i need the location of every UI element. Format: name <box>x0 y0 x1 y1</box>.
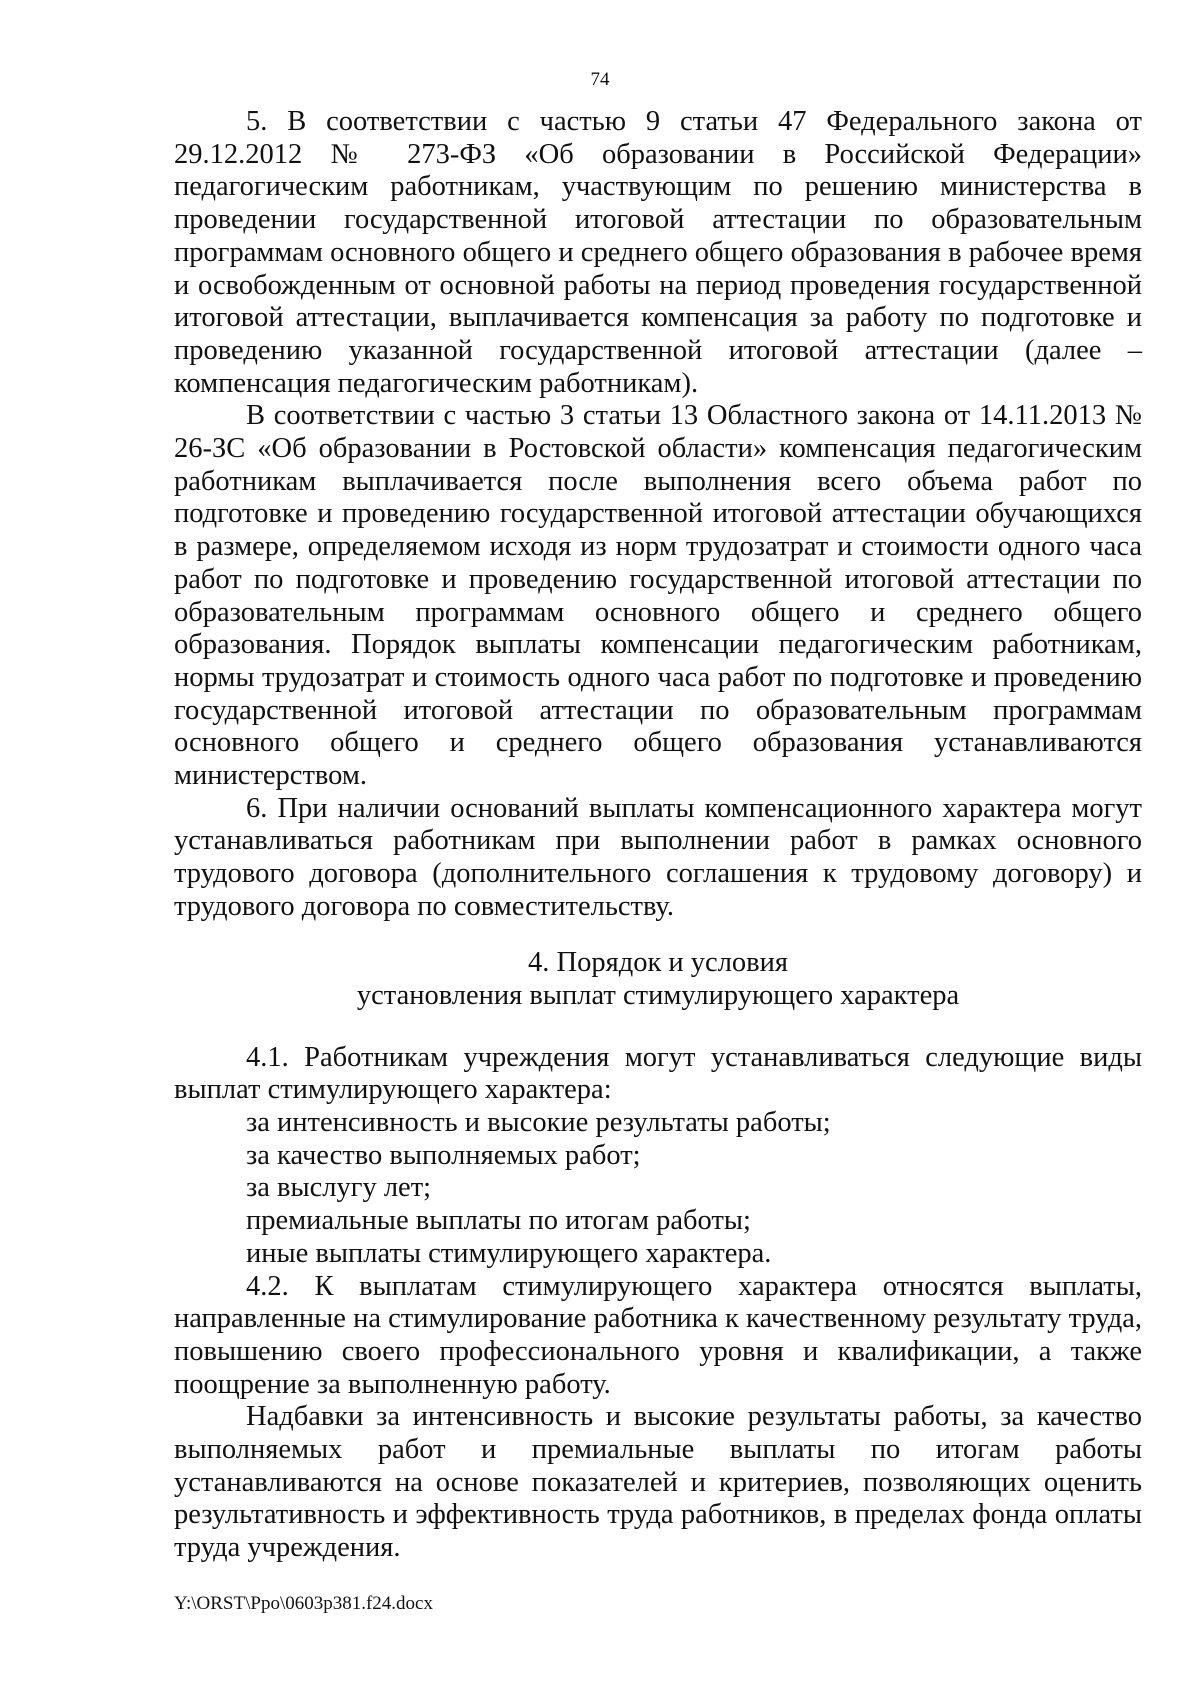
paragraph-4-2: 4.2. К выплатам стимулирующего характера относятся выплаты, направленные на стимулирование работника к качественному результату труда, повышению своего профессионального уровня и квалификации, а также поощрение за выполненную работу. <box>174 1270 1142 1400</box>
paragraph-6: 6. При наличии оснований выплаты компенсационного характера могут устанавливаться работникам при выполнении работ в рамках основного трудового договора (дополнительного соглашения к трудовому договору) и трудового договора по совместительству. <box>174 792 1142 922</box>
list-item: за интенсивность и высокие результаты работы; <box>246 1106 831 1138</box>
page-number: 74 <box>590 69 610 90</box>
paragraph-4-1: 4.1. Работникам учреждения могут устанавливаться следующие виды выплат стимулирующего характера: <box>174 1041 1142 1106</box>
list-item: иные выплаты стимулирующего характера. <box>246 1237 772 1269</box>
paragraph-regional-law: В соответствии с частью 3 статьи 13 Областного закона от 14.11.2013 № 26-ЗС «Об образовании в Ростовской области» компенсация педагогическим работникам выплачивается после выполнения всего объема работ по подготовке и проведению государственной итоговой аттестации обучающихся в размере, определяемом исходя из норм трудозатрат и стоимости одного часа работ по подготовке и проведению государственной итоговой аттестации по образовательным программам основного общего и среднего общего образования. Порядок выплаты компенсации педагогическим работникам, нормы трудозатрат и стоимость одного часа работ по подготовке и проведению государственной итоговой аттестации по образовательным программам основного общего и среднего общего образования устанавливаются министерством. <box>174 400 1142 792</box>
section-heading-line2: установления выплат стимулирующего характера <box>356 979 960 1011</box>
section-heading-line1: 4. Порядок и условия <box>528 946 788 978</box>
footer-file-path: Y:\ORST\Ppo\0603p381.f24.docx <box>174 1593 433 1614</box>
document-body <box>174 106 1142 1565</box>
paragraph-bonuses: Надбавки за интенсивность и высокие результаты работы, за качество выполняемых работ и премиальные выплаты по итогам работы устанавливаются на основе показателей и критериев, позволяющих оценить результативность и эффективность труда работников, в пределах фонда оплаты труда учреждения. <box>174 1401 1142 1564</box>
paragraph-5: 5. В соответствии с частью 9 статьи 47 Федерального закона от 29.12.2012 № 273-ФЗ «Об образовании в Российской Федерации» педагогическим работникам, участвующим по решению министерства в проведении государственной итоговой аттестации по образовательным программам основного общего и среднего общего образования в рабочее время и освобожденным от основной работы на период проведения государственной итоговой аттестации, выплачивается компенсация за работу по подготовке и проведению указанной государственной итоговой аттестации (далее – компенсация педагогическим работникам). <box>174 106 1142 399</box>
list-item: премиальные выплаты по итогам работы; <box>246 1205 751 1237</box>
list-item: за выслугу лет; <box>246 1172 432 1204</box>
section-heading <box>174 946 1142 1012</box>
list-item: за качество выполняемых работ; <box>246 1139 641 1171</box>
